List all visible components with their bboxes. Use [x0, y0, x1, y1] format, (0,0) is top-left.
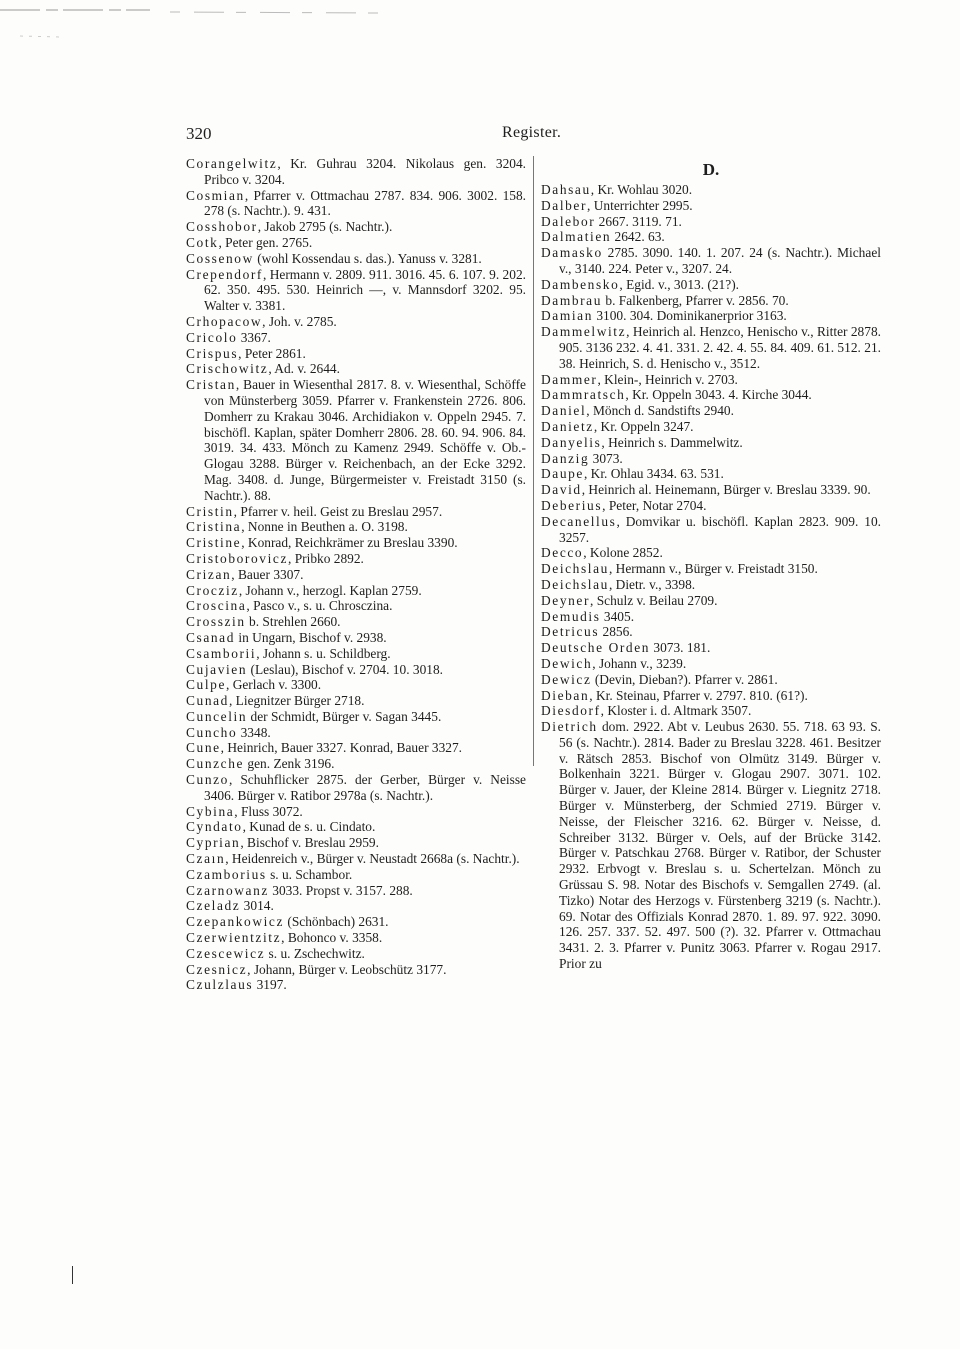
- entry-headword: Dammer: [541, 371, 598, 387]
- entry-references: , Klein-, Heinrich v. 2703.: [597, 371, 738, 387]
- entry-headword: Cosshobor: [186, 219, 258, 235]
- entry-references: 3197.: [253, 977, 287, 993]
- index-entry: [541, 703, 881, 719]
- index-entry: [541, 308, 881, 324]
- entry-references: b. Falkenberg, Pfarrer v. 2856. 70.: [602, 292, 789, 308]
- entry-headword: Damasko: [541, 245, 603, 261]
- entry-references: , Kr. Guhrau 3204. Nikolaus gen. 3204. Pribco v. 3204.: [204, 156, 526, 187]
- entry-headword: Csanad: [186, 629, 236, 645]
- index-entry: [186, 535, 526, 551]
- entry-references: , Heinrich s. Dammelwitz.: [601, 434, 743, 450]
- entry-headword: Dalmatien: [541, 229, 612, 245]
- index-entry: [541, 672, 881, 688]
- entry-references: 3033. Propst v. 3157. 288.: [268, 882, 413, 898]
- entry-references: , Pribko 2892.: [288, 550, 364, 566]
- entry-references: , Schuhflicker 2875. der Gerber, Bürger v. Neisse 3406. Bürger v. Ratibor 2978a (s. Nachtr.).: [204, 772, 526, 803]
- index-entry: [186, 709, 526, 725]
- entry-headword: Czulzlaus: [186, 977, 254, 993]
- index-entry: [186, 614, 526, 630]
- entry-references: , Pasco v., s. u. Chrosczina.: [246, 598, 393, 614]
- entry-headword: Dalber: [541, 197, 588, 213]
- index-entry: [186, 519, 526, 535]
- index-entry: [186, 756, 526, 772]
- entry-references: , Johann v., 3239.: [592, 655, 687, 671]
- entry-headword: Czamborius: [186, 866, 267, 882]
- entry-references: , Kunad de s. u. Cindato.: [242, 819, 376, 835]
- entry-headword: Crependorf: [186, 266, 263, 282]
- right-column-index: [541, 158, 881, 972]
- entry-headword: Daupe: [541, 466, 584, 482]
- entry-headword: Dambensko: [541, 276, 620, 292]
- entry-headword: Dammelwitz: [541, 324, 627, 340]
- entry-headword: Czesnicz: [186, 961, 248, 977]
- entry-headword: Cunad: [186, 693, 229, 709]
- entry-references: 3367.: [237, 329, 271, 345]
- entry-headword: Cunzo: [186, 772, 229, 788]
- index-entry: [186, 314, 526, 330]
- index-entry: [541, 514, 881, 546]
- entry-references: , Egid. v., 3013. (21?).: [619, 276, 740, 292]
- index-entry: [541, 719, 881, 972]
- running-head: Register.: [502, 124, 562, 141]
- entry-references: , Johann s. u. Schildberg.: [256, 645, 391, 661]
- entry-headword: Cuncelin: [186, 708, 248, 724]
- entry-headword: Cossenow: [186, 250, 254, 266]
- entry-references: 3073.: [589, 450, 623, 466]
- index-entry: [541, 688, 881, 704]
- entry-references: , Kr. Steinau, Pfarrer v. 2797. 810. (61?).: [589, 687, 808, 703]
- index-entry: [541, 293, 881, 309]
- scan-artifacts: [0, 6, 400, 46]
- index-entry: [186, 646, 526, 662]
- entry-headword: Detricus: [541, 624, 600, 640]
- entry-headword: Cricolo: [186, 329, 238, 345]
- index-entry: [541, 419, 881, 435]
- index-entry: [186, 267, 526, 314]
- index-entry: [541, 372, 881, 388]
- entry-headword: Deberius: [541, 497, 603, 513]
- entry-headword: Dewich: [541, 655, 593, 671]
- entry-references: 3405.: [600, 608, 635, 624]
- entry-references: (wohl Kossendau s. das.). Yanuss v. 3281.: [253, 250, 482, 266]
- index-entry: [186, 346, 526, 362]
- entry-references: , Unterrichter 2995.: [587, 197, 693, 213]
- index-entry: [541, 387, 881, 403]
- entry-headword: Dalebor: [541, 213, 596, 229]
- index-entry: [186, 772, 526, 804]
- index-entry: [186, 962, 526, 978]
- index-entry: [541, 545, 881, 561]
- index-entry: [186, 677, 526, 693]
- entry-headword: Crosszin: [186, 614, 246, 630]
- entry-references: , Pfarrer v. Ottmachau 2787. 834. 906. 3002. 158. 278 (s. Nachtr.). 9. 431.: [204, 187, 526, 219]
- entry-references: 3100. 304. Dominikanerprior 3163.: [593, 308, 787, 324]
- index-entry: [186, 930, 526, 946]
- entry-headword: Deutsche Orden: [541, 640, 651, 656]
- entry-references: 3014.: [240, 898, 274, 914]
- entry-headword: Crischowitz: [186, 361, 269, 377]
- entry-references: , Ad. v. 2644.: [268, 361, 340, 377]
- entry-headword: Danzig: [541, 450, 590, 466]
- index-entry: [186, 377, 526, 503]
- index-entry: [186, 977, 526, 993]
- entry-headword: Damian: [541, 308, 593, 324]
- index-entry: [541, 624, 881, 640]
- entry-references: , Mönch d. Sandstifts 2940.: [586, 403, 734, 419]
- entry-references: , Heinrich al. Heinemann, Bürger v. Breslau 3339. 90.: [581, 482, 871, 498]
- entry-references: , Kr. Wohlau 3020.: [590, 182, 693, 197]
- index-entry: [541, 561, 881, 577]
- entry-headword: David: [541, 482, 582, 498]
- entry-references: , Kolone 2852.: [583, 545, 663, 561]
- entry-references: , Johann v., herzogl. Kaplan 2759.: [238, 582, 422, 598]
- entry-headword: Cristina: [186, 519, 242, 535]
- entry-references: gen. Zenk 3196.: [244, 756, 335, 772]
- right-column-entries: [541, 182, 881, 972]
- entry-references: , Kr. Ohlau 3434. 63. 531.: [583, 466, 724, 482]
- index-entry: [186, 583, 526, 599]
- index-entry: [541, 245, 881, 277]
- entry-headword: Cujavien: [186, 661, 248, 677]
- page-number: 320: [186, 124, 212, 143]
- entry-references: 2856.: [599, 624, 633, 640]
- entry-references: , Heidenreich v., Bürger v. Neustadt 2668a (s. Nachtr.).: [225, 851, 520, 867]
- entry-references: , Peter gen. 2765.: [218, 234, 313, 250]
- entry-references: 3348.: [237, 724, 271, 740]
- index-entry: [186, 819, 526, 835]
- entry-headword: Dahsau: [541, 182, 591, 197]
- entry-references: , Fluss 3072.: [234, 803, 303, 819]
- entry-headword: Csamborii: [186, 645, 257, 661]
- entry-references: , Bauer 3307.: [231, 566, 304, 582]
- edge-mark: [72, 1266, 73, 1284]
- index-entry: [186, 235, 526, 251]
- entry-headword: Daniel: [541, 403, 587, 419]
- entry-references: , Gerlach v. 3300.: [226, 677, 322, 693]
- index-entry: [186, 567, 526, 583]
- entry-references: , Kr. Oppeln 3247.: [593, 418, 694, 434]
- entry-references: s. u. Zschechwitz.: [265, 945, 365, 961]
- entry-headword: Culpe: [186, 677, 226, 693]
- entry-references: , Heinrich, Bauer 3327. Konrad, Bauer 3327.: [220, 740, 463, 756]
- entry-headword: Cyprian: [186, 835, 241, 851]
- index-entry: [186, 251, 526, 267]
- index-entry: [541, 640, 881, 656]
- entry-headword: Cristoborovicz: [186, 550, 288, 566]
- entry-references: , Joh. v. 2785.: [262, 313, 337, 329]
- index-entry: [186, 330, 526, 346]
- entry-references: , Nonne in Beuthen a. O. 3198.: [241, 519, 408, 535]
- entry-references: b. Strehlen 2660.: [245, 614, 341, 630]
- entry-headword: Czeladz: [186, 898, 241, 914]
- index-entry: [186, 883, 526, 899]
- index-entry: [541, 466, 881, 482]
- entry-headword: Czerwientzitz: [186, 930, 282, 946]
- entry-headword: Crocziz: [186, 582, 239, 598]
- entry-headword: Dieban: [541, 687, 590, 703]
- entry-headword: Cristine: [186, 535, 242, 551]
- entry-headword: Croscina: [186, 598, 247, 614]
- index-entry: [541, 214, 881, 230]
- entry-headword: Decanellus: [541, 513, 617, 529]
- index-entry: [541, 277, 881, 293]
- entry-headword: Dammratsch: [541, 387, 626, 403]
- entry-headword: Czarnowanz: [186, 882, 269, 898]
- entry-headword: Dietrich: [541, 719, 598, 735]
- entry-references: (Devin, Dieban?). Pfarrer v. 2861.: [591, 671, 778, 687]
- entry-references: , Bohonco v. 3358.: [281, 930, 383, 946]
- entry-references: 2667. 3119. 71.: [595, 213, 682, 229]
- entry-headword: Cosmian: [186, 187, 245, 203]
- entry-headword: Cybina: [186, 803, 235, 819]
- entry-headword: Cristin: [186, 503, 234, 519]
- entry-references: 2785. 3090. 140. 1. 207. 24 (s. Nachtr.). Michael v., 3140. 224. Peter v., 3207. 24.: [559, 245, 881, 276]
- entry-references: (Leslau), Bischof v. 2704. 10. 3018.: [247, 661, 444, 677]
- entry-headword: Dewicz: [541, 671, 592, 687]
- index-entry: [186, 804, 526, 820]
- entry-headword: Crizan: [186, 566, 232, 582]
- entry-references: , Peter, Notar 2704.: [602, 497, 707, 513]
- index-entry: [541, 498, 881, 514]
- entry-headword: Demudis: [541, 608, 601, 624]
- entry-headword: Danyelis: [541, 434, 602, 450]
- entry-headword: Diesdorf: [541, 703, 601, 719]
- index-entry: [186, 946, 526, 962]
- entry-references: , Kr. Oppeln 3043. 4. Kirche 3044.: [625, 387, 812, 403]
- entry-headword: Deyner: [541, 592, 591, 608]
- index-entry: [186, 867, 526, 883]
- entry-headword: Decco: [541, 545, 584, 561]
- entry-references: , Kloster i. d. Altmark 3507.: [600, 703, 752, 719]
- entry-references: , Dietr. v., 3398.: [608, 576, 696, 592]
- page-header: [0, 124, 960, 144]
- index-entry: [541, 403, 881, 419]
- index-entry: [541, 198, 881, 214]
- entry-headword: Crispus: [186, 345, 239, 361]
- entry-headword: Crhopacow: [186, 313, 263, 329]
- entry-headword: Cotk: [186, 234, 219, 250]
- index-entry: [186, 851, 526, 867]
- index-entry: [541, 435, 881, 451]
- index-entry: [186, 835, 526, 851]
- index-entry: [186, 551, 526, 567]
- entry-references: , Peter 2861.: [238, 345, 306, 361]
- column-divider: [533, 156, 534, 766]
- left-column-index: [186, 156, 526, 993]
- index-entry: [541, 593, 881, 609]
- index-entry: [541, 577, 881, 593]
- entry-references: , Heinrich al. Henzco, Henischo v., Ritter 2878. 905. 3136 232. 4. 41. 331. 2. 42. 4. 55. 84. 409. 61. 512. 21. 38. Heinrich, S. d. Henischo v., 3512.: [559, 324, 881, 371]
- entry-references: dom. 2922. Abt v. Leubus 2630. 55. 718. 63 93. S. 56 (s. Nachtr.). 2814. Bader zu Breslau 3228. 461. Besitzer v. Rätsch 2853. Bischof von Olmütz 3149. Bürger v. Bolkenhain 3221. Bürger v. Glogau 2907. 3071. 102. Bürger v. Jauer, der Kleine 2814. Bürger v. Liegnitz 2718. Bürger v. Münsterberg, der Schmied 2719. Bürger v. Neisse, der Fleischer 3216. 62. Bürger v. Neisse, d. Schreiber 3132. Bürger v. Oels, auf der Brücke 3142. Bürger v. Patschkau 2768. Bürger v. Ratibor, der Schuster 2932. Erbvogt v. Breslau s. u. Schertelzan. Mönch zu Grüssau S. 98. Notar des Bischofs v. Semgallen 2749. (al. Tizko) Notar des Herzogs v. Fürstenberg 3219 (s. Nachtr.). 69. Notar des Offizials Konrad 2870. 1. 89. 97. 922. 3090. 126. 257. 337. 52. 497. 500 (?). 32. Pfarrer v. Ottmachau 3431. 2. 3. Pfarrer v. Punitz 3063. Pfarrer v. Rogau 2917. Prior zu: [559, 719, 881, 972]
- entry-references: der Schmidt, Bürger v. Sagan 3445.: [247, 708, 442, 724]
- index-entry: [541, 182, 881, 198]
- index-entry: [186, 898, 526, 914]
- entry-headword: Cyndato: [186, 819, 243, 835]
- entry-references: , Domvikar u. bischöfl. Kaplan 2823. 909. 10. 3257.: [559, 513, 881, 545]
- entry-references: (Schönbach) 2631.: [284, 914, 389, 930]
- entry-headword: Danietz: [541, 418, 594, 434]
- entry-references: 3073. 181.: [650, 640, 711, 656]
- entry-references: , Hermann v. 2809. 911. 3016. 45. 6. 107. 9. 202. 62. 350. 495. 530. Heinrich —, v. Mannsdorf 3202. 95. Walter v. 3381.: [204, 266, 526, 314]
- index-entry: [186, 693, 526, 709]
- index-entry: [186, 725, 526, 741]
- entry-references: 2642. 63.: [611, 229, 665, 245]
- index-entry: [186, 740, 526, 756]
- index-entry: [186, 188, 526, 220]
- entry-headword: Czepankowicz: [186, 914, 285, 930]
- entry-headword: Cune: [186, 740, 221, 756]
- index-entry: [541, 324, 881, 371]
- entry-headword: Czescewicz: [186, 945, 266, 961]
- entry-headword: Cunzche: [186, 756, 245, 772]
- index-entry: [186, 914, 526, 930]
- index-entry: [186, 598, 526, 614]
- entry-headword: Deichslau: [541, 561, 609, 577]
- section-letter: D.: [702, 160, 720, 179]
- index-entry: [541, 609, 881, 625]
- index-entry: [541, 451, 881, 467]
- entry-references: , Bischof v. Breslau 2959.: [240, 835, 379, 851]
- entry-references: s. u. Schambor.: [266, 866, 353, 882]
- entry-headword: Dambrau: [541, 292, 603, 308]
- entry-headword: Cristan: [186, 377, 236, 393]
- index-entry: [541, 229, 881, 245]
- entry-references: , Pfarrer v. heil. Geist zu Breslau 2957.: [233, 503, 443, 519]
- entry-headword: Czaın: [186, 851, 226, 867]
- entry-references: , Liegnitzer Bürger 2718.: [228, 693, 365, 709]
- entry-references: , Konrad, Reichkrämer zu Breslau 3390.: [241, 535, 458, 551]
- index-entry: [541, 482, 881, 498]
- index-entry: [186, 504, 526, 520]
- index-entry: [186, 361, 526, 377]
- index-entry: [186, 156, 526, 188]
- index-entry: [186, 662, 526, 678]
- entry-references: , Bauer in Wiesenthal 2817. 8. v. Wiesenthal, Schöffe von Münsterberg 3059. Pfarrer v. Frankenstein 2726. 806. Domherr zu Krakau 3046. Archidiakon v. Oppeln 2945. 7. bischöfl. Kaplan, später Domherr 2806. 28. 60. 94. 906. 84. 3019. 34. 433. Mönch zu Kamenz 2949. Schöffe v. Ob.-Glogau 3288. Bürger v. Reichenbach, an der Ecke 3292. Mag. 3408. d. Junge, Bürgermeister v. Freistadt 3150 (s. Nachtr.). 88.: [204, 377, 526, 503]
- entry-references: , Hermann v., Bürger v. Freistadt 3150.: [608, 561, 818, 577]
- entry-references: , Jakob 2795 (s. Nachtr.).: [257, 219, 393, 235]
- entry-headword: Cuncho: [186, 724, 238, 740]
- entry-headword: Corangelwitz: [186, 156, 278, 171]
- entry-headword: Deichslau: [541, 576, 609, 592]
- entry-references: , Johann, Bürger v. Leobschütz 3177.: [247, 961, 447, 977]
- entry-references: , Schulz v. Beilau 2709.: [590, 592, 718, 608]
- entry-references: in Ungarn, Bischof v. 2938.: [235, 629, 387, 645]
- index-entry: [186, 630, 526, 646]
- index-entry: [186, 219, 526, 235]
- index-entry: [541, 656, 881, 672]
